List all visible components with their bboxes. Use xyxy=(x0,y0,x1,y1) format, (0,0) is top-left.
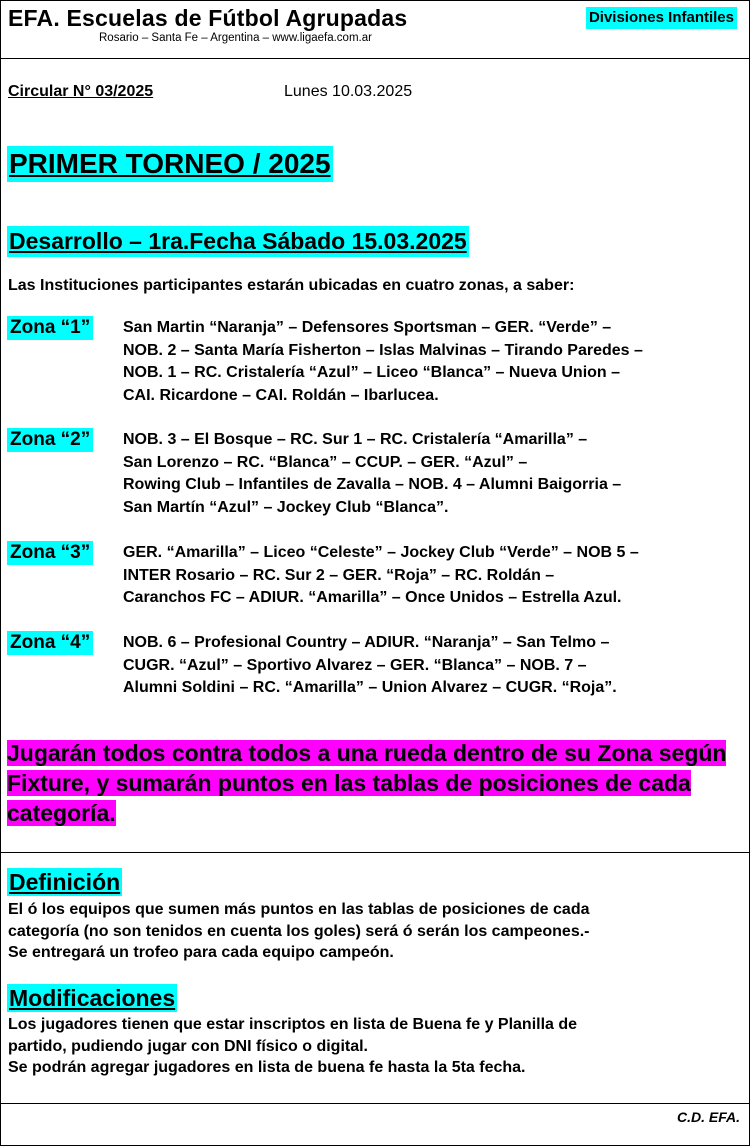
zone-teams-line: NOB. 6 – Profesional Country – ADIUR. “Naranja” – San Telmo – xyxy=(123,634,610,651)
footer-divider xyxy=(1,1103,749,1104)
zone-teams-line: San Martin “Naranja” – Defensores Sportsman – GER. “Verde” – xyxy=(123,319,612,336)
format-notice xyxy=(7,738,743,828)
zone-teams-line: CAI. Ricardone – CAI. Roldán – Ibarlucea. xyxy=(123,386,439,404)
zone-teams-line: INTER Rosario – RC. Sur 2 – GER. “Roja” – RC. Roldán – xyxy=(123,566,555,584)
zone-label: Zona “2” xyxy=(7,428,93,452)
definicion-line: categoría (no son tenidos en cuenta los goles) será ó serán los campeones.- xyxy=(8,922,590,940)
zone-teams-line: San Lorenzo – RC. “Blanca” – CCUP. – GER. “Azul” – xyxy=(123,453,528,471)
format-notice-text: Jugarán todos contra todos a una rueda dentro de su Zona según Fixture, y sumarán puntos en las tablas de posiciones de cada categoría. xyxy=(7,740,727,826)
modificaciones-line: Los jugadores tienen que estar inscriptos en lista de Buena fe y Planilla de xyxy=(8,1016,578,1033)
zone-label: Zona “3” xyxy=(7,541,93,565)
zone-teams-line: NOB. 1 – RC. Cristalería “Azul” – Liceo “Blanca” – Nueva Union – xyxy=(123,364,621,381)
intro-paragraph: Las Instituciones participantes estarán ubicadas en cuatro zonas, a saber: xyxy=(8,277,575,294)
organization-address: Rosario – Santa Fe – Argentina – www.ligaefa.com.ar xyxy=(99,32,372,44)
zone-teams-line: Rowing Club – Infantiles de Zavalla – NOB. 4 – Alumni Baigorria – xyxy=(123,476,622,493)
zone-teams-line: San Martín “Azul” – Jockey Club “Blanca”. xyxy=(123,498,449,516)
zone-teams-line: NOB. 3 – El Bosque – RC. Sur 1 – RC. Cristalería “Amarilla” – xyxy=(123,431,588,448)
modificaciones-line: Se podrán agregar jugadores en lista de buena fe hasta la 5ta fecha. xyxy=(8,1059,526,1076)
section-divider xyxy=(1,852,749,853)
zone-teams xyxy=(123,632,748,700)
definicion-heading: Definición xyxy=(9,869,121,895)
development-subtitle: Desarrollo – 1ra.Fecha Sábado 15.03.2025 xyxy=(7,226,469,257)
definicion-line: El ó los equipos que sumen más puntos en las tablas de posiciones de cada xyxy=(8,901,590,918)
organization-name: EFA. Escuelas de Fútbol Agrupadas xyxy=(8,5,408,31)
definicion-body xyxy=(8,899,590,964)
division-badge: Divisiones Infantiles xyxy=(586,7,737,29)
modificaciones-line: partido, pudiendo jugar con DNI físico o digital. xyxy=(8,1037,368,1055)
zone-teams xyxy=(123,429,748,519)
zone-teams-line: NOB. 2 – Santa María Fisherton – Islas Malvinas – Tirando Paredes – xyxy=(123,341,643,359)
zone-label: Zona “1” xyxy=(7,316,93,340)
zone-teams-line: CUGR. “Azul” – Sportivo Alvarez – GER. “Blanca” – NOB. 7 – xyxy=(123,656,587,674)
zone-teams xyxy=(123,542,748,610)
zone-teams-line: Caranchos FC – ADIUR. “Amarilla” – Once Unidos – Estrella Azul. xyxy=(123,589,622,606)
signature: C.D. EFA. xyxy=(676,1109,740,1125)
circular-date: Lunes 10.03.2025 xyxy=(284,83,413,100)
definicion-line: Se entregará un trofeo para cada equipo campeón. xyxy=(8,944,394,961)
tournament-title: PRIMER TORNEO / 2025 xyxy=(7,146,333,182)
document-header xyxy=(1,1,749,59)
zone-teams xyxy=(123,317,748,407)
zone-teams-line: GER. “Amarilla” – Liceo “Celeste” – Jockey Club “Verde” – NOB 5 – xyxy=(123,544,639,561)
modificaciones-body xyxy=(8,1014,577,1079)
zone-label: Zona “4” xyxy=(7,631,93,655)
zone-teams-line: Alumni Soldini – RC. “Amarilla” – Union Alvarez – CUGR. “Roja”. xyxy=(123,679,617,696)
modificaciones-heading: Modificaciones xyxy=(9,985,176,1011)
circular-number: Circular N° 03/2025 xyxy=(8,83,154,100)
